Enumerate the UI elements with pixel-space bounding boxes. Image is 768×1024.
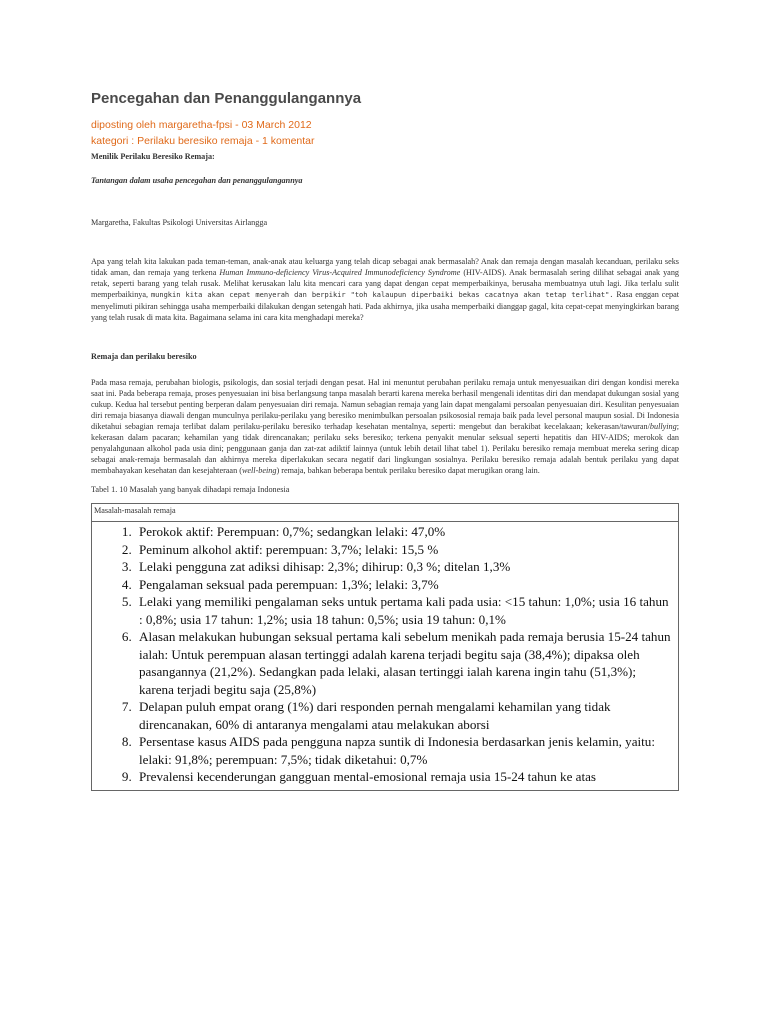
document-subheading: Tantangan dalam usaha pencegahan dan penanggulangannya	[91, 176, 303, 185]
list-item: 7. Delapan puluh empat orang (1%) dari responden pernah mengalami kehamilan yang tidak direncanakan, 60% di antaranya mengalami atau melakukan aborsi	[135, 698, 674, 733]
list-item: 1. Perokok aktif: Perempuan: 0,7%; sedangkan lelaki: 47,0%	[135, 523, 674, 541]
section-paragraph	[91, 377, 679, 476]
bullying-term: bullying	[649, 422, 677, 431]
document-heading: Menilik Perilaku Beresiko Remaja:	[91, 152, 215, 161]
post-title: Pencegahan dan Penanggulangannya	[91, 90, 362, 107]
section-text-1: Pada masa remaja, perubahan biologis, psikologis, dan sosial terjadi dengan pesat. Hal ini menuntut perubahan perilaku remaja untuk menyesuaikan diri dengan kondisi mereka saat ini. Pada beberapa remaja, proses penyesuaian ini bisa berlangsung tanpa masalah berarti karena mereka berhasil mengenali identitas diri dan mendapat dukungan sosial yang cukup. Kedua hal tersebut penting berperan dalam penyesuaian diri remaja. Namun sebagian remaja yang lain dapat mengalami persoalan penyesuaian diri. Kesulitan penyesuaian diri remaja biasanya diawali dengan munculnya perilaku-perilaku yang beresiko menimbulkan persoalan psikososial remaja baik pada level personal maupun sosial. Di Indonesia diketahui sebagian remaja terlibat dalam perilaku-perilaku beresiko terhadap kesehatan mentalnya, seperti: mengebut dan berakibat kecelakaan; kekerasan/tawuran/	[91, 378, 679, 431]
intro-paragraph	[91, 256, 679, 323]
list-item: 4. Pengalaman seksual pada perempuan: 1,3%; lelaki: 3,7%	[135, 576, 674, 594]
list-item: 8. Persentase kasus AIDS pada pengguna napza suntik di Indonesia berdasarkan jenis kelamin, yaitu: lelaki: 91,8%; perempuan: 7,5%; tidak diketahui: 0,7%	[135, 733, 674, 768]
post-author-date[interactable]: diposting oleh margaretha-fpsi - 03 March 2012	[91, 119, 312, 131]
intro-text-2: (HIV-AIDS). Anak bermasalah sering dilihat sebagai anak yang retak, seperti barang yang telah rusak. Melihat kerusakan lalu kita mencari cara yang dapat dengan cepat memperbaikinya, berusaha membuatnya utuh lagi. Jika terlalu sulit memperbaikinya,	[91, 268, 680, 299]
section-heading: Remaja dan perilaku beresiko	[91, 352, 197, 361]
document-author: Margaretha, Fakultas Psikologi Universitas Airlangga	[91, 218, 268, 227]
table-caption: Tabel 1. 10 Masalah yang banyak dihadapi remaja Indonesia	[91, 485, 290, 494]
list-item: 2. Peminum alkohol aktif: perempuan: 3,7%; lelaki: 15,5 %	[135, 541, 674, 559]
post-category-line[interactable]: kategori : Perilaku beresiko remaja - 1 komentar	[91, 135, 315, 147]
section-text-3: ) remaja, bahkan beberapa bentuk perilaku beresiko dapat merugikan orang lain.	[276, 466, 540, 475]
wellbeing-term: well-being	[241, 466, 277, 475]
list-item: 3. Lelaki pengguna zat adiksi dihisap: 2,3%; dihirup: 0,3 %; ditelan 1,3%	[135, 558, 674, 576]
section-text-2: ; kekerasan dalam pacaran; kehamilan yang tidak direncanakan; perilaku seks beresiko; terkena penyakit menular seksual seperti hepatitis dan HIV-AIDS; merokok dan penyalahgunaan alkohol pada usia dini; penggunaan ganja dan zat-zat adiktif lainnya (untuk lebih detail lihat tabel 1). Perilaku beresiko remaja membuat mereka sering dicap sebagai anak-remaja bermasalah dan akhirnya mereka diperlakukan secara negatif dari lingkungan sosialnya. Perilaku beresiko remaja adalah bentuk perilaku yang dapat membahayakan kesehatan dan kesejahteraan (	[91, 422, 679, 475]
list-item: 5. Lelaki yang memiliki pengalaman seks untuk pertama kali pada usia: <15 tahun: 1,0%; usia 16 tahun : 0,8%; usia 17 tahun: 1,2%; usia 18 tahun: 0,5%; usia 19 tahun: 0,1%	[135, 593, 674, 628]
problems-table	[91, 503, 679, 791]
handwritten-quote: mungkin kita akan cepat menyerah dan berpikir "toh kalaupun diperbaiki bekas cacatnya akan tetap terlihat".	[150, 291, 614, 299]
post-container	[91, 90, 679, 791]
list-item: 9. Prevalensi kecenderungan gangguan mental-emosional remaja usia 15-24 tahun ke atas	[135, 768, 674, 786]
list-item: 6. Alasan melakukan hubungan seksual pertama kali sebelum menikah pada remaja berusia 15-24 tahun ialah: Untuk perempuan alasan tertinggi adalah karena terjadi begitu saja (38,4%); dipaksa oleh pasangannya (21,2%). Sedangkan pada lelaki, alasan tertinggi ialah karena ingin tahu (51,3%); karena terjadi begitu saja (25,8%)	[135, 628, 674, 698]
hiv-term: Human Immuno-deficiency Virus-Acquired Immunodeficiency Syndrome	[219, 268, 461, 277]
table-body	[92, 522, 678, 790]
problems-list	[96, 523, 674, 786]
intro-text-1: Apa yang telah kita lakukan pada teman-teman, anak-anak atau keluarga yang telah dicap sebagai anak bermasalah? Anak dan remaja dengan masalah kecanduan, perilaku seks tidak aman, dan remaja yang terkena	[91, 257, 679, 277]
intro-text-3: Rasa enggan cepat menyelimuti pikiran sehingga usaha memperbaiki dilakukan dengan setengah hati. Pada akhirnya, jika usaha memperbaiki dianggap gagal, kita cepat-cepat menyingkirkan barang yang telah rusak di mata kita. Bagaimana selama ini cara kita menghadapi mereka?	[91, 290, 679, 322]
table-header: Masalah-masalah remaja	[92, 504, 678, 522]
